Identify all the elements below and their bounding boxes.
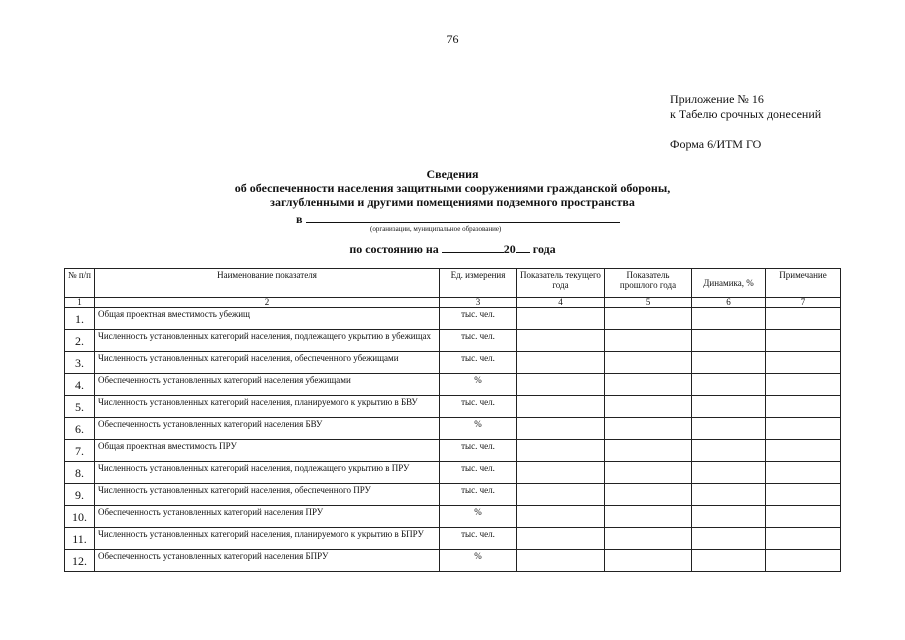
header-unit: Ед. измерения bbox=[440, 269, 517, 298]
row-note[interactable] bbox=[766, 308, 841, 330]
row-indicator-name: Общая проектная вместимость ПРУ bbox=[95, 440, 440, 462]
table-row bbox=[65, 506, 841, 528]
row-previous-year-value[interactable] bbox=[605, 396, 692, 418]
table-header-row bbox=[65, 269, 841, 298]
row-number: 8. bbox=[65, 462, 95, 484]
document-title bbox=[0, 167, 905, 209]
title-line-3: заглубленными и другими помещениями подземного пространства bbox=[270, 195, 635, 209]
row-note[interactable] bbox=[766, 330, 841, 352]
column-number: 7 bbox=[766, 298, 841, 308]
row-indicator-name: Численность установленных категорий населения, обеспеченного убежищами bbox=[95, 352, 440, 374]
row-dynamics-value[interactable] bbox=[692, 374, 766, 396]
row-current-year-value[interactable] bbox=[517, 550, 605, 572]
organization-blank bbox=[306, 211, 620, 223]
table-row bbox=[65, 550, 841, 572]
table-body bbox=[65, 308, 841, 572]
row-current-year-value[interactable] bbox=[517, 484, 605, 506]
table-row bbox=[65, 528, 841, 550]
page-number: 76 bbox=[446, 32, 459, 46]
row-note[interactable] bbox=[766, 374, 841, 396]
column-number-row bbox=[65, 298, 841, 308]
row-number: 6. bbox=[65, 418, 95, 440]
row-current-year-value[interactable] bbox=[517, 308, 605, 330]
report-table bbox=[64, 268, 841, 572]
column-number: 1 bbox=[65, 298, 95, 308]
row-unit: тыс. чел. bbox=[440, 462, 517, 484]
row-number: 3. bbox=[65, 352, 95, 374]
appendix-line-1: Приложение № 16 bbox=[670, 92, 764, 106]
row-current-year-value[interactable] bbox=[517, 330, 605, 352]
row-unit: тыс. чел. bbox=[440, 330, 517, 352]
row-number: 5. bbox=[65, 396, 95, 418]
row-indicator-name: Численность установленных категорий населения, подлежащего укрытию в убежищах bbox=[95, 330, 440, 352]
row-number: 1. bbox=[65, 308, 95, 330]
column-number: 6 bbox=[692, 298, 766, 308]
year-prefix: 20 bbox=[503, 242, 516, 256]
row-dynamics-value[interactable] bbox=[692, 506, 766, 528]
table-row bbox=[65, 418, 841, 440]
row-dynamics-value[interactable] bbox=[692, 528, 766, 550]
title-line-2: об обеспеченности населения защитными сооружениями гражданской обороны, bbox=[234, 181, 671, 195]
header-note: Примечание bbox=[766, 269, 841, 298]
column-number: 3 bbox=[440, 298, 517, 308]
table-row bbox=[65, 330, 841, 352]
row-previous-year-value[interactable] bbox=[605, 528, 692, 550]
row-previous-year-value[interactable] bbox=[605, 352, 692, 374]
row-current-year-value[interactable] bbox=[517, 462, 605, 484]
date-blank bbox=[442, 241, 504, 253]
table-row bbox=[65, 308, 841, 330]
row-previous-year-value[interactable] bbox=[605, 462, 692, 484]
column-number: 5 bbox=[605, 298, 692, 308]
row-indicator-name: Обеспеченность установленных категорий населения БПРУ bbox=[95, 550, 440, 572]
title-line-1: Сведения bbox=[426, 167, 479, 181]
row-indicator-name: Общая проектная вместимость убежищ bbox=[95, 308, 440, 330]
date-suffix: года bbox=[532, 242, 556, 256]
row-unit: % bbox=[440, 374, 517, 396]
row-current-year-value[interactable] bbox=[517, 440, 605, 462]
row-unit: тыс. чел. bbox=[440, 440, 517, 462]
row-current-year-value[interactable] bbox=[517, 528, 605, 550]
row-dynamics-value[interactable] bbox=[692, 484, 766, 506]
row-unit: % bbox=[440, 506, 517, 528]
row-previous-year-value[interactable] bbox=[605, 308, 692, 330]
row-note[interactable] bbox=[766, 484, 841, 506]
row-current-year-value[interactable] bbox=[517, 374, 605, 396]
table-row bbox=[65, 396, 841, 418]
row-dynamics-value[interactable] bbox=[692, 462, 766, 484]
row-note[interactable] bbox=[766, 440, 841, 462]
row-number: 10. bbox=[65, 506, 95, 528]
row-current-year-value[interactable] bbox=[517, 352, 605, 374]
row-unit: тыс. чел. bbox=[440, 352, 517, 374]
row-current-year-value[interactable] bbox=[517, 418, 605, 440]
row-indicator-name: Обеспеченность установленных категорий населения ПРУ bbox=[95, 506, 440, 528]
row-number: 11. bbox=[65, 528, 95, 550]
row-number: 12. bbox=[65, 550, 95, 572]
row-indicator-name: Обеспеченность установленных категорий населения убежищами bbox=[95, 374, 440, 396]
row-number: 9. bbox=[65, 484, 95, 506]
row-current-year-value[interactable] bbox=[517, 506, 605, 528]
row-current-year-value[interactable] bbox=[517, 396, 605, 418]
column-number: 2 bbox=[95, 298, 440, 308]
row-previous-year-value[interactable] bbox=[605, 506, 692, 528]
row-previous-year-value[interactable] bbox=[605, 550, 692, 572]
row-unit: % bbox=[440, 418, 517, 440]
row-indicator-name: Численность установленных категорий населения, обеспеченного ПРУ bbox=[95, 484, 440, 506]
row-indicator-name: Численность установленных категорий населения, подлежащего укрытию в ПРУ bbox=[95, 462, 440, 484]
table-row bbox=[65, 484, 841, 506]
row-note[interactable] bbox=[766, 418, 841, 440]
year-blank bbox=[516, 241, 530, 253]
appendix-note bbox=[670, 92, 821, 122]
form-code: Форма 6/ИТМ ГО bbox=[670, 137, 762, 151]
row-dynamics-value[interactable] bbox=[692, 308, 766, 330]
row-number: 2. bbox=[65, 330, 95, 352]
row-dynamics-value[interactable] bbox=[692, 396, 766, 418]
organization-prefix: в bbox=[296, 212, 303, 226]
row-number: 7. bbox=[65, 440, 95, 462]
row-indicator-name: Численность установленных категорий населения, планируемого к укрытию в БПРУ bbox=[95, 528, 440, 550]
table-row bbox=[65, 352, 841, 374]
row-previous-year-value[interactable] bbox=[605, 418, 692, 440]
row-indicator-name: Обеспеченность установленных категорий населения БВУ bbox=[95, 418, 440, 440]
row-unit: тыс. чел. bbox=[440, 308, 517, 330]
row-previous-year-value[interactable] bbox=[605, 374, 692, 396]
header-name: Наименование показателя bbox=[95, 269, 440, 298]
row-note[interactable] bbox=[766, 506, 841, 528]
date-line bbox=[0, 241, 905, 257]
row-previous-year-value[interactable] bbox=[605, 440, 692, 462]
row-note[interactable] bbox=[766, 462, 841, 484]
table-row bbox=[65, 462, 841, 484]
row-note[interactable] bbox=[766, 550, 841, 572]
row-note[interactable] bbox=[766, 352, 841, 374]
header-num: № п/п bbox=[65, 269, 95, 298]
table-row bbox=[65, 374, 841, 396]
row-unit: % bbox=[440, 550, 517, 572]
column-number: 4 bbox=[517, 298, 605, 308]
row-previous-year-value[interactable] bbox=[605, 484, 692, 506]
table-row bbox=[65, 440, 841, 462]
header-previous-year: Показатель прошлого года bbox=[605, 269, 692, 298]
row-unit: тыс. чел. bbox=[440, 528, 517, 550]
row-dynamics-value[interactable] bbox=[692, 440, 766, 462]
organization-caption: (организации, муниципальное образование) bbox=[370, 225, 502, 233]
row-previous-year-value[interactable] bbox=[605, 330, 692, 352]
row-unit: тыс. чел. bbox=[440, 396, 517, 418]
row-note[interactable] bbox=[766, 396, 841, 418]
row-number: 4. bbox=[65, 374, 95, 396]
row-unit: тыс. чел. bbox=[440, 484, 517, 506]
date-prefix: по состоянию на bbox=[349, 242, 439, 256]
row-dynamics-value[interactable] bbox=[692, 352, 766, 374]
row-dynamics-value[interactable] bbox=[692, 330, 766, 352]
row-dynamics-value[interactable] bbox=[692, 550, 766, 572]
appendix-line-2: к Табелю срочных донесений bbox=[670, 107, 822, 121]
header-current-year: Показатель текущего года bbox=[517, 269, 605, 298]
row-indicator-name: Численность установленных категорий населения, планируемого к укрытию в БВУ bbox=[95, 396, 440, 418]
row-dynamics-value[interactable] bbox=[692, 418, 766, 440]
header-dynamics: Динамика, % bbox=[692, 269, 766, 298]
row-note[interactable] bbox=[766, 528, 841, 550]
